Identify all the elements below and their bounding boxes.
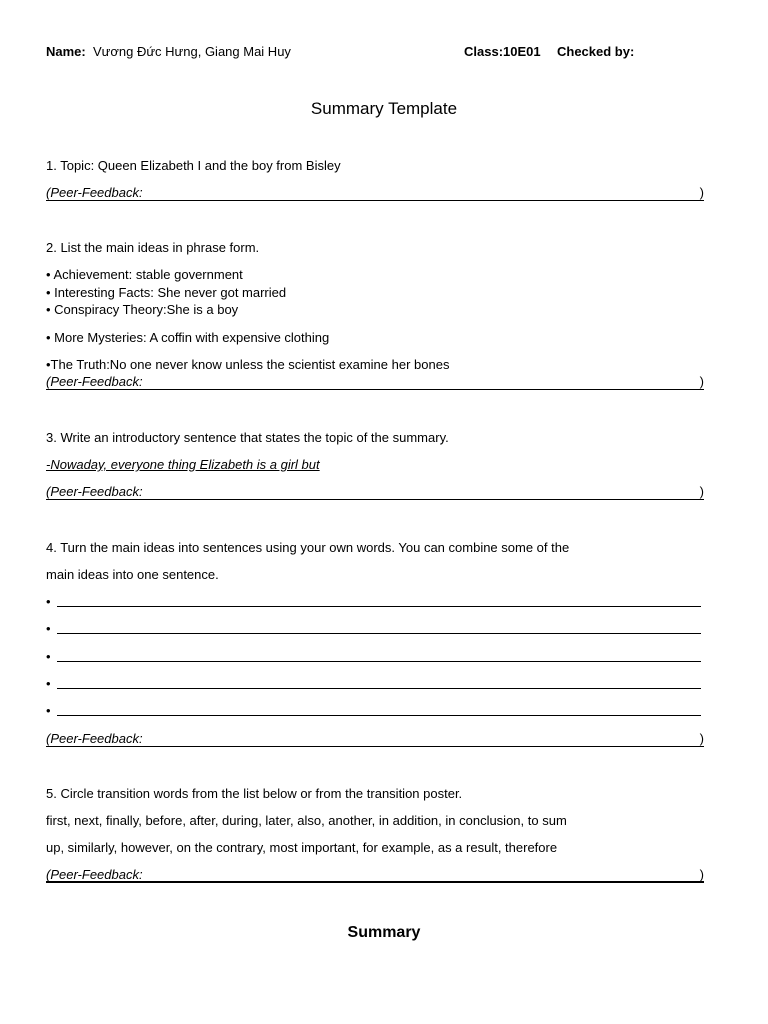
transition-words-line-2: up, similarly, however, on the contrary, most important, for example, as a result, therefore	[46, 840, 558, 855]
peer-feedback-label: (Peer-Feedback:	[46, 731, 143, 746]
sentence-answer-line[interactable]	[46, 649, 701, 665]
peer-feedback-close: )	[699, 484, 704, 499]
peer-feedback-line-4[interactable]	[46, 731, 704, 747]
peer-feedback-label: (Peer-Feedback:	[46, 867, 143, 882]
sentence-answer-line[interactable]	[46, 676, 701, 692]
question-5-prompt: 5. Circle transition words from the list below or from the transition poster.	[46, 786, 463, 801]
peer-feedback-label: (Peer-Feedback:	[46, 484, 143, 499]
peer-feedback-close: )	[699, 185, 704, 200]
peer-feedback-label: (Peer-Feedback:	[46, 185, 143, 200]
checked-by-label: Checked by:	[557, 44, 635, 59]
bullet: •	[46, 649, 51, 664]
bullet: •	[46, 621, 51, 636]
main-idea-item: • More Mysteries: A coffin with expensive clothing	[46, 330, 330, 345]
question-1-topic: 1. Topic: Queen Elizabeth I and the boy from Bisley	[46, 158, 341, 173]
peer-feedback-close: )	[699, 731, 704, 746]
question-4-prompt-line-1: 4. Turn the main ideas into sentences using your own words. You can combine some of the	[46, 540, 570, 555]
page-title: Summary Template	[310, 99, 458, 118]
bullet: •	[46, 594, 51, 609]
bullet: •	[46, 703, 51, 718]
peer-feedback-close: )	[699, 374, 704, 389]
class-label: Class:10E01	[464, 44, 541, 59]
sentence-answer-line[interactable]	[46, 594, 701, 610]
introductory-sentence-answer: -Nowaday, everyone thing Elizabeth is a girl but	[46, 457, 320, 472]
question-3-prompt: 3. Write an introductory sentence that states the topic of the summary.	[46, 430, 449, 445]
question-4-prompt-line-2: main ideas into one sentence.	[46, 567, 219, 582]
bullet: •	[46, 676, 51, 691]
summary-heading: Summary	[347, 924, 421, 941]
sentence-answer-line[interactable]	[46, 703, 701, 719]
peer-feedback-line-5[interactable]	[46, 867, 704, 883]
question-2-prompt: 2. List the main ideas in phrase form.	[46, 240, 260, 255]
peer-feedback-line-2[interactable]	[46, 374, 704, 390]
sentence-answer-line[interactable]	[46, 621, 701, 637]
name-value: Vương Đức Hưng, Giang Mai Huy	[93, 44, 291, 59]
main-idea-item: • Achievement: stable government	[46, 267, 243, 282]
main-idea-item: • Conspiracy Theory:She is a boy	[46, 302, 239, 317]
name-label: Name:	[46, 44, 86, 59]
main-idea-item: • Interesting Facts: She never got married	[46, 285, 287, 300]
peer-feedback-close: )	[699, 867, 704, 882]
peer-feedback-line-3[interactable]	[46, 484, 704, 500]
peer-feedback-line-1[interactable]	[46, 185, 704, 201]
peer-feedback-label: (Peer-Feedback:	[46, 374, 143, 389]
transition-words-line-1: first, next, finally, before, after, during, later, also, another, in addition, in conclusion, to sum	[46, 813, 567, 828]
main-idea-item: •The Truth:No one never know unless the scientist examine her bones	[46, 357, 450, 372]
